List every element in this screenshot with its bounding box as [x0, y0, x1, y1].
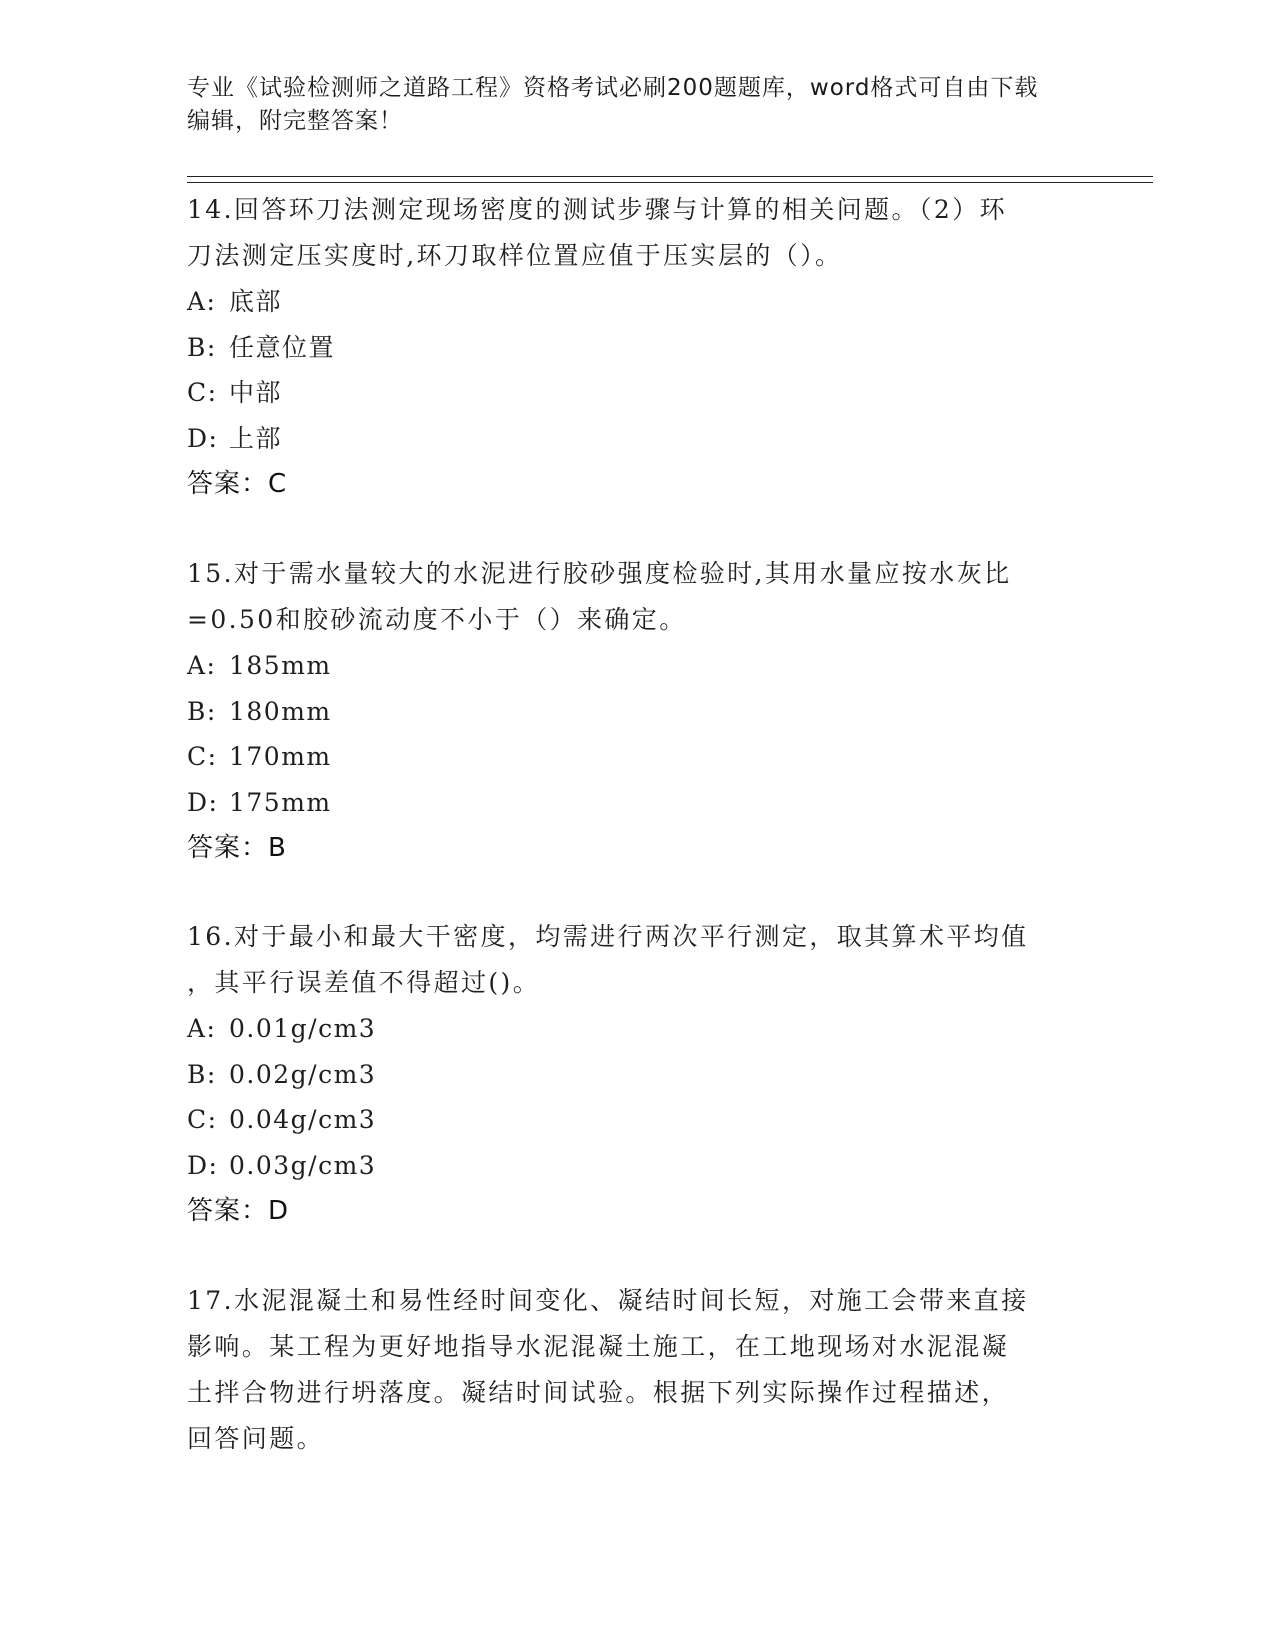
option-a [187, 643, 1087, 689]
option-text: 0.04g/cm3 [229, 1105, 377, 1134]
question-text-line: 15.对于需水量较大的水泥进行胶砂强度检验时,其用水量应按水灰比 [187, 559, 1012, 588]
option-text: 底部 [229, 287, 283, 316]
question-text-line: 土拌合物进行坍落度。凝结时间试验。根据下列实际操作过程描述， [187, 1378, 1010, 1407]
question-17 [187, 1278, 1087, 1462]
option-c [187, 734, 1087, 780]
question-14 [187, 187, 1087, 507]
option-b [187, 1052, 1087, 1098]
question-text [187, 1278, 1087, 1462]
option-list [187, 279, 1087, 461]
option-a [187, 1006, 1087, 1052]
question-text-line: 回答问题。 [187, 1424, 325, 1453]
question-text-line: 17.水泥混凝土和易性经时间变化、凝结时间长短，对施工会带来直接 [187, 1286, 1029, 1315]
option-c [187, 370, 1087, 416]
option-key: C: [187, 742, 218, 771]
option-c [187, 1097, 1087, 1143]
header-line-2: 编辑，附完整答案！ [187, 108, 403, 134]
option-text: 170mm [229, 742, 332, 771]
option-b [187, 325, 1087, 371]
option-text: 185mm [229, 651, 332, 680]
answer-line: 答案：D [187, 1196, 290, 1226]
option-text: 上部 [229, 423, 283, 453]
question-text-line: 刀法测定压实度时,环刀取样位置应值于压实层的（）。 [187, 241, 843, 270]
header-line-1: 专业《试验检测师之道路工程》资格考试必刷200题题库，word格式可自由下载 [187, 75, 1039, 101]
option-d [187, 1143, 1087, 1189]
question-text-line: =0.50和胶砂流动度不小于（）来确定。 [187, 605, 687, 634]
option-list [187, 643, 1087, 825]
option-key: C: [187, 378, 218, 407]
question-text-line: 14.回答环刀法测定现场密度的测试步骤与计算的相关问题。（2）环 [187, 195, 1007, 224]
option-text: 0.03g/cm3 [229, 1150, 377, 1180]
option-key: A: [187, 651, 217, 680]
option-d [187, 416, 1087, 462]
document-header [187, 72, 1067, 138]
question-text [187, 187, 1087, 279]
option-text: 175mm [229, 787, 332, 817]
question-15 [187, 551, 1087, 871]
option-key: D: [187, 787, 219, 817]
option-key: B: [187, 332, 217, 362]
question-16 [187, 914, 1087, 1234]
option-d [187, 780, 1087, 826]
option-text: 0.01g/cm3 [229, 1014, 377, 1043]
question-text-line: ，其平行误差值不得超过()。 [187, 968, 541, 997]
option-list [187, 1006, 1087, 1188]
option-key: D: [187, 423, 219, 453]
question-text [187, 914, 1087, 1006]
option-text: 180mm [229, 696, 332, 726]
option-key: C: [187, 1105, 218, 1134]
option-text: 中部 [229, 378, 283, 407]
option-key: A: [187, 1014, 217, 1043]
question-text [187, 551, 1087, 643]
option-key: D: [187, 1150, 219, 1180]
question-text-line: 影响。某工程为更好地指导水泥混凝土施工，在工地现场对水泥混凝 [187, 1332, 1010, 1361]
header-divider-top [187, 176, 1153, 177]
option-text: 0.02g/cm3 [229, 1059, 377, 1089]
answer-line: 答案：C [187, 469, 288, 499]
option-key: A: [187, 287, 217, 316]
question-text-line: 16.对于最小和最大干密度，均需进行两次平行测定，取其算术平均值 [187, 922, 1029, 951]
option-key: B: [187, 1059, 217, 1089]
option-a [187, 279, 1087, 325]
answer-line: 答案：B [187, 833, 287, 863]
option-b [187, 689, 1087, 735]
option-key: B: [187, 696, 217, 726]
header-divider-bottom [187, 182, 1153, 183]
option-text: 任意位置 [229, 332, 336, 362]
